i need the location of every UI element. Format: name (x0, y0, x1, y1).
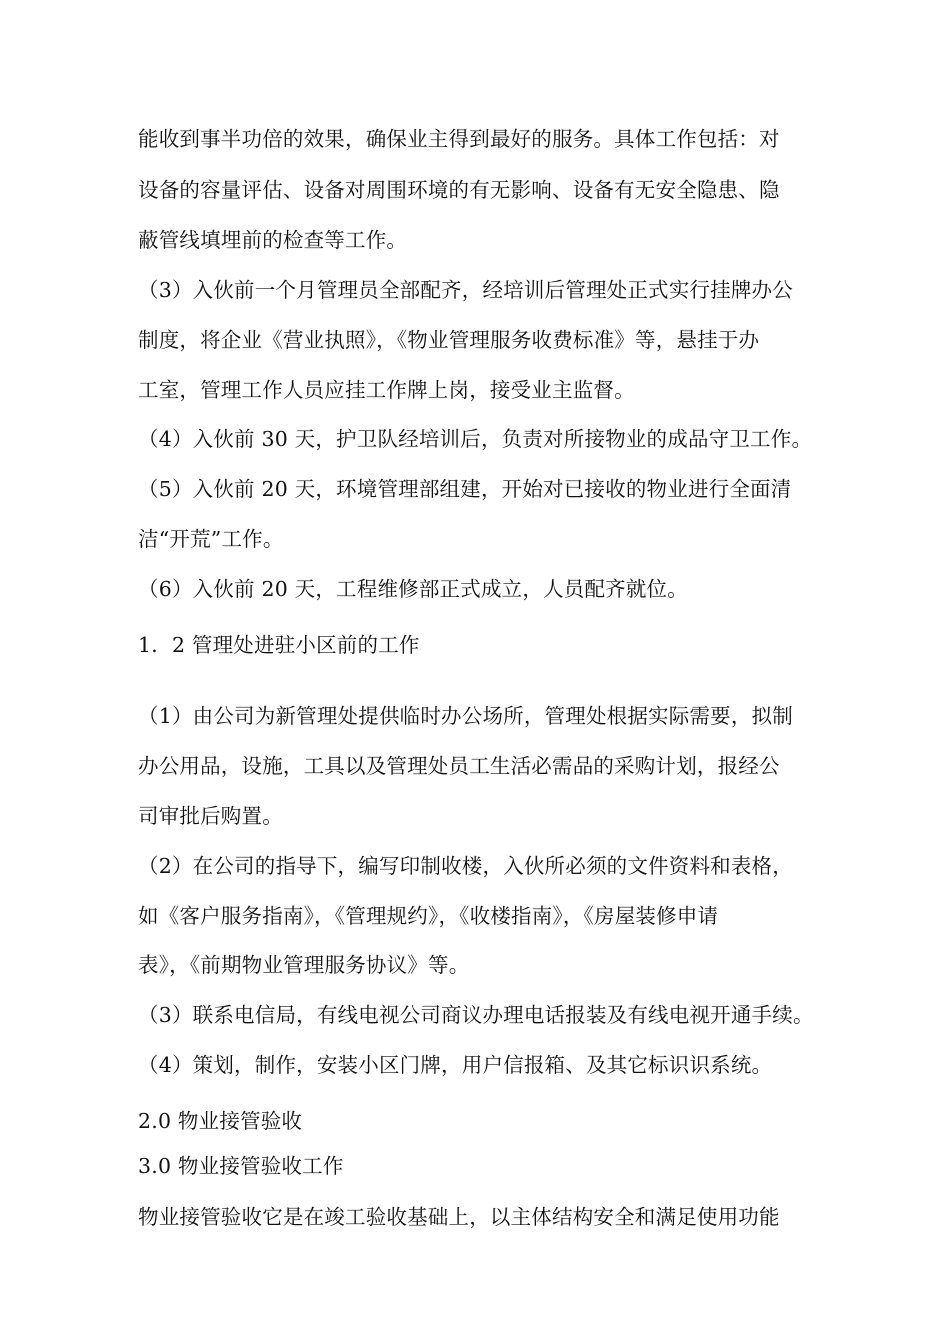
paragraph-line: （4）策划，制作，安装小区门牌，用户信报箱、及其它标识识系统。 (138, 1053, 773, 1077)
paragraph-line: （1）由公司为新管理处提供临时办公场所，管理处根据实际需要，拟制 (138, 704, 793, 728)
paragraph-line: 蔽管线填埋前的检查等工作。 (138, 228, 408, 252)
paragraph-line: （3）联系电信局，有线电视公司商议办理电话报装及有线电视开通手续。 (138, 1003, 814, 1027)
paragraph-line: 制度，将企业《营业执照》，《物业管理服务收费标准》等，悬挂于办 (138, 328, 760, 352)
paragraph-line: 设备的容量评估、设备对周围环境的有无影响、设备有无安全隐患、隐 (138, 178, 780, 202)
paragraph-line: 洁“开荒”工作。 (138, 527, 284, 551)
paragraph-line: 司审批后购置。 (138, 804, 283, 828)
section-heading: 2.0 物业接管验收 (138, 1109, 303, 1133)
paragraph-line: （5）入伙前 20 天，环境管理部组建，开始对已接收的物业进行全面清 (138, 477, 792, 501)
paragraph-line: （3）入伙前一个月管理员全部配齐，经培训后管理处正式实行挂牌办公 (138, 278, 793, 302)
paragraph-line: 工室，管理工作人员应挂工作牌上岗，接受业主监督。 (138, 378, 635, 402)
paragraph-line: 办公用品，设施，工具以及管理处员工生活必需品的采购计划，报经公 (138, 754, 780, 778)
paragraph-line: 物业接管验收它是在竣工验收基础上，以主体结构安全和满足使用功能 (138, 1205, 780, 1229)
section-heading: 1．2 管理处进驻小区前的工作 (138, 633, 420, 657)
section-heading: 3.0 物业接管验收工作 (138, 1154, 344, 1178)
paragraph-line: 表》，《前期物业管理服务协议》等。 (138, 953, 470, 977)
paragraph-line: （4）入伙前 30 天，护卫队经培训后，负责对所接物业的成品守卫工作。 (138, 427, 813, 451)
paragraph-line: （2）在公司的指导下，编写印制收楼，入伙所必须的文件资料和表格， (138, 854, 793, 878)
paragraph-line: 能收到事半功倍的效果，确保业主得到最好的服务。具体工作包括：对 (138, 127, 780, 151)
paragraph-line: （6）入伙前 20 天，工程维修部正式成立，人员配齐就位。 (138, 577, 688, 601)
paragraph-line: 如《客户服务指南》，《管理规约》，《收楼指南》，《房屋装修申请 (138, 904, 719, 928)
